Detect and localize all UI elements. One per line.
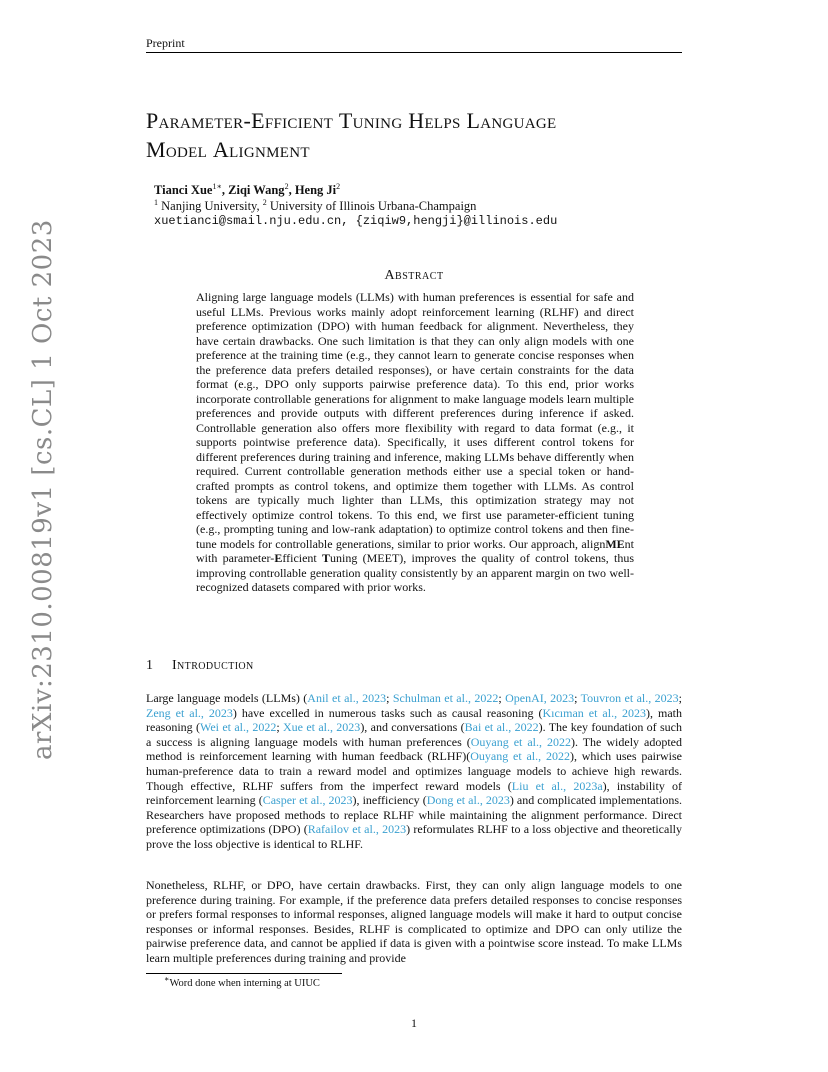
- paragraph-text: ), instability of reinforcement learning (: [146, 778, 683, 808]
- citation-link[interactable]: Dong et al., 2023: [426, 793, 510, 808]
- author-separator: ,: [288, 183, 295, 197]
- affiliation-mark: 1: [212, 181, 217, 191]
- title-segment: arameter: [158, 108, 244, 133]
- title-line-2: [146, 135, 706, 164]
- author-list: [154, 183, 340, 198]
- citation-link[interactable]: Touvron et al., 2023: [580, 691, 679, 705]
- paragraph-text: ;: [574, 691, 581, 705]
- footnote-mark[interactable]: ∗: [216, 181, 222, 191]
- abstract-heading: Abstract: [384, 268, 444, 283]
- title-segment: P: [146, 108, 159, 133]
- paragraph-text: ;: [276, 720, 283, 735]
- author-name: Heng Ji: [294, 183, 337, 197]
- title-segment: A: [212, 137, 230, 162]
- affiliation-text: Nanjing University,: [158, 199, 263, 213]
- citation-link[interactable]: Zeng et al., 2023: [146, 705, 233, 720]
- paragraph-text: ) and complicated implementations. Researchers have proposed methods to replace RLHF while maintaining the alignment performance. Direct preference optimizations (DPO) (: [146, 793, 682, 837]
- title-segment: H: [408, 108, 425, 133]
- citation-link[interactable]: Casper et al., 2023: [262, 793, 353, 808]
- title-segment: -E: [243, 108, 265, 133]
- abstract-text: uning (MEET), improves the quality of control tokens, thus improving controllable generation quality consistently by an apparent margin on two well-recognized datasets compared with prior works.: [196, 551, 634, 594]
- paragraph-text: Large language models (LLMs) (: [146, 691, 308, 705]
- paragraph-text: ), which uses pairwise human-preference data to train a reward model and optimizes language models to achieve high rewards. Though effective, RLHF suffers from the imperfect reward models (: [146, 749, 683, 793]
- paragraph-text: ). The widely adopted method is reinforcement learning with human feedback (RLHF)(: [146, 734, 682, 764]
- affiliation-mark: 2: [284, 181, 289, 191]
- author-name: Ziqi Wang: [228, 183, 285, 197]
- title-segment: elps: [424, 108, 467, 133]
- abstract-bold: ME: [605, 536, 625, 551]
- title-segment: L: [466, 108, 481, 133]
- citation-link[interactable]: Wei et al., 2022: [199, 720, 277, 735]
- citation-link[interactable]: Rafailov et al., 2023: [307, 822, 407, 837]
- paragraph-text: ), math reasoning (: [146, 705, 682, 735]
- abstract-bold: E: [274, 551, 283, 565]
- running-head: Preprint: [146, 36, 185, 50]
- paragraph-text: ), and conversations (: [360, 720, 465, 735]
- title-segment: uning: [352, 108, 409, 133]
- abstract-text: nt with parameter-: [196, 536, 634, 565]
- author-emails: xuetianci@smail.nju.edu.cn, {ziqiw9,hengji}@illinois.edu: [154, 214, 558, 228]
- page-number: 1: [411, 1016, 417, 1030]
- abstract-bold: T: [322, 551, 331, 565]
- abstract-text: fficient: [282, 551, 323, 565]
- citation-link[interactable]: Liu et al., 2023a: [511, 778, 603, 793]
- affiliation-mark: 2: [262, 197, 267, 207]
- footnote: [164, 974, 320, 989]
- paragraph-text: ;: [678, 691, 682, 705]
- citation-link[interactable]: Ouyang et al., 2022: [470, 749, 570, 764]
- affiliation-mark: 1: [154, 197, 158, 207]
- author-separator: ,: [221, 183, 229, 197]
- footnote-rule: [146, 973, 342, 974]
- citation-link[interactable]: Bai et al., 2022: [464, 720, 539, 735]
- section-title: Introduction: [172, 658, 254, 673]
- title-segment: fficient: [264, 108, 339, 133]
- section-number: 1: [146, 658, 153, 673]
- paper-title: [146, 106, 706, 164]
- author-name: Tianci Xue: [154, 183, 213, 197]
- paragraph-text: ) have excelled in numerous tasks such as causal reasoning (: [232, 705, 543, 720]
- citation-link[interactable]: OpenAI, 2023: [505, 691, 575, 705]
- header-rule: [146, 52, 682, 53]
- section-heading-introduction: [146, 658, 254, 674]
- arxiv-stamp[interactable]: arXiv:2310.00819v1 [cs.CL] 1 Oct 2023: [28, 219, 58, 760]
- footnote-text: Word done when interning at UIUC: [169, 978, 320, 989]
- title-line-1: [146, 106, 706, 135]
- title-segment: T: [338, 108, 353, 133]
- title-segment: M: [146, 137, 166, 162]
- citation-link[interactable]: Schulman et al., 2022: [392, 691, 499, 705]
- paragraph-text: ;: [498, 691, 506, 705]
- paragraph-text: ), inefficiency (: [352, 793, 427, 808]
- affiliation-mark: 2: [336, 181, 341, 191]
- intro-paragraph-1: [146, 691, 682, 852]
- citation-link[interactable]: Kıcıman et al., 2023: [542, 705, 647, 720]
- affiliations: [154, 199, 476, 214]
- paragraph-text: ;: [386, 691, 393, 705]
- citation-link[interactable]: Anil et al., 2023: [307, 691, 387, 705]
- paragraph-text: ). The key foundation of such a success is aligning language models with human preferences (: [146, 720, 682, 749]
- footnote-mark: ∗: [164, 974, 170, 984]
- title-segment: odel: [165, 137, 213, 162]
- intro-paragraph-2: Nonetheless, RLHF, or DPO, have certain drawbacks. First, they can only align language models to one preference during training. For example, if the preference data prefers detailed responses to concise responses or prefers formal responses to informal responses, aligned language models will make it hard to output concise responses or informal responses. Besides, RLHF is complicated to optimize and DPO can only utilize the pairwise preference data, and cannot be applied if data is given with a pointwise score instead. To make LLMs learn multiple preferences during training and provide: [146, 878, 682, 965]
- affiliation-text: University of Illinois Urbana-Champaign: [266, 199, 477, 213]
- paragraph-text: ) reformulates RLHF to a loss objective and theoretically prove the loss objective is identical to RLHF.: [146, 822, 682, 851]
- abstract-body: [196, 290, 634, 595]
- title-segment: anguage: [480, 108, 557, 133]
- title-segment: lignment: [229, 137, 310, 162]
- citation-link[interactable]: Ouyang et al., 2022: [470, 734, 571, 749]
- abstract-text: Aligning large language models (LLMs) with human preferences is essential for safe and useful LLMs. Previous works mainly adopt reinforcement learning (RLHF) and direct preference optimization (DPO) with human feedback for alignment. Nevertheless, they have certain drawbacks. One such limitation is that they can only align models with one preference at the training time (e.g., they cannot learn to generate concise responses when the preference data prefers detailed responses), or have certain constraints for the data format (e.g., DPO only supports pairwise preference data). To this end, prior works incorporate controllable generations for alignment to make language models learn multiple preferences and provide outputs with different preferences during inference if asked. Controllable generation also offers more flexibility with regard to data format (e.g., it supports pointwise preference data). Specifically, it uses different control tokens for different preferences during training and inference, making LLMs behave differently when required. Current controllable generation methods either use a special token or hand-crafted prompts as control tokens, and optimize them together with LLMs. As control tokens are typically much lighter than LLMs, this optimization strategy may not effectively optimize control tokens. To this end, we first use parameter-efficient tuning (e.g., prompting tuning and low-rank adaptation) to optimize control tokens and then fine-tune models for controllable generations, similar to prior works. Our approach, align: [196, 290, 634, 551]
- citation-link[interactable]: Xue et al., 2023: [283, 720, 361, 735]
